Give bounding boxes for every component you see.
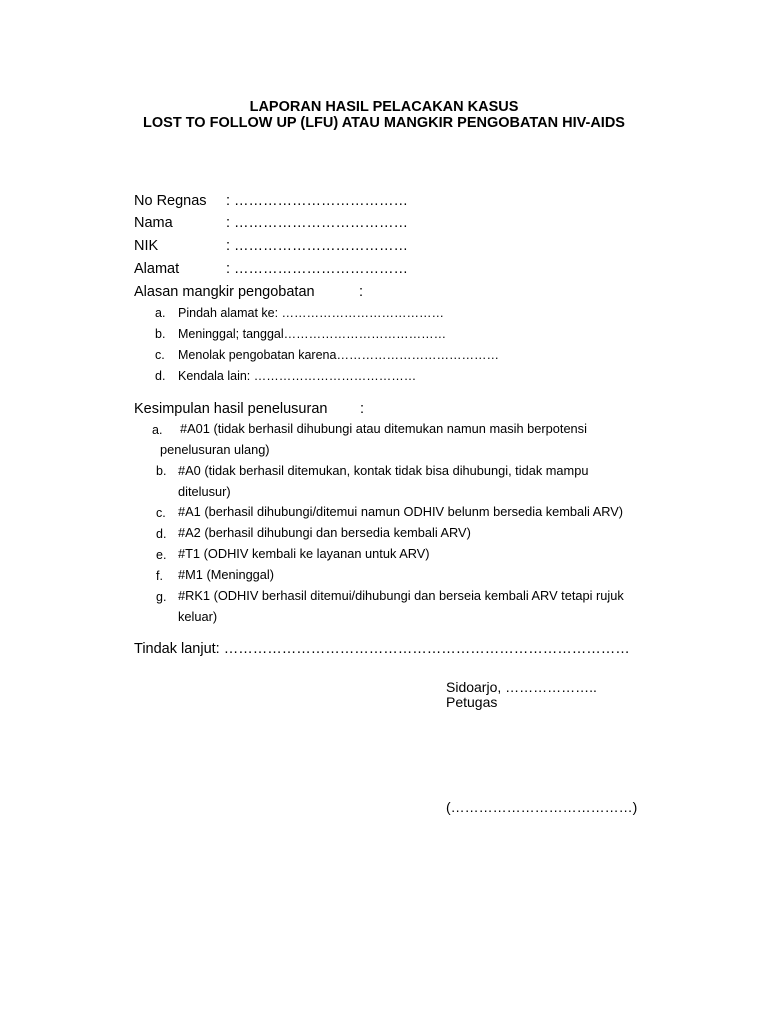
conclusion-colon: : — [360, 401, 365, 417]
conclusion-item-c-line1: #A1 (berhasil dihubungi/ditemui namun ODHIV belunm bersedia kembali ARV) — [178, 504, 624, 519]
reason-item-c-text: Menolak pengobatan karena………………………………… — [178, 348, 499, 362]
list-marker: b. — [155, 327, 166, 341]
reason-item-d-text: Kendala lain: ………………………………… — [178, 369, 417, 383]
field-label: Alamat — [134, 261, 180, 277]
conclusion-item-b-marker: b. — [156, 464, 167, 478]
conclusion-label: Kesimpulan hasil penelusuran — [134, 401, 328, 417]
conclusion-item-g-line1: #RK1 (ODHIV berhasil ditemui/dihubungi dan berseia kembali ARV tetapi rujuk — [178, 588, 624, 603]
field-label: Nama — [134, 215, 173, 231]
conclusion-item-d-marker: d. — [156, 527, 167, 541]
reason-item-d — [155, 368, 165, 384]
list-marker: d. — [155, 369, 166, 383]
conclusion-item-d-line1: #A2 (berhasil dihubungi dan bersedia kembali ARV) — [178, 525, 471, 540]
reason-item-c — [155, 347, 165, 363]
signature-name-line: (…………………………………) — [446, 799, 638, 815]
conclusion-item-a-line1: #A01 (tidak berhasil dihubungi atau ditemukan namun masih berpotensi — [180, 421, 587, 436]
conclusion-item-b-line2: ditelusur) — [178, 484, 231, 499]
conclusion-item-a-line2: penelusuran ulang) — [160, 442, 270, 457]
reason-colon: : — [359, 284, 364, 300]
follow-up-line: Tindak lanjut: ………………………………………………………………………… — [134, 641, 630, 657]
field-label: No Regnas — [134, 193, 207, 209]
reason-item-a — [155, 305, 165, 321]
conclusion-item-g-marker: g. — [156, 590, 167, 604]
reason-item-b-text: Meninggal; tanggal………………………………… — [178, 327, 447, 341]
reason-item-b — [155, 326, 165, 342]
field-value: : ……………………………… — [226, 238, 409, 254]
conclusion-item-f-marker: f. — [156, 569, 163, 583]
title-line-2: LOST TO FOLLOW UP (LFU) ATAU MANGKIR PENGOBATAN HIV-AIDS — [143, 115, 625, 131]
conclusion-item-e-line1: #T1 (ODHIV kembali ke layanan untuk ARV) — [178, 546, 430, 561]
signature-place-date: Sidoarjo, ……………….. — [446, 679, 597, 695]
title-line-1: LAPORAN HASIL PELACAKAN KASUS — [249, 99, 519, 115]
list-marker: c. — [155, 348, 165, 362]
field-label: NIK — [134, 238, 159, 254]
list-marker: a. — [155, 306, 166, 320]
conclusion-item-e-marker: e. — [156, 548, 167, 562]
reason-label: Alasan mangkir pengobatan — [134, 284, 315, 300]
conclusion-item-g-line2: keluar) — [178, 609, 218, 624]
signature-role: Petugas — [446, 694, 498, 710]
conclusion-item-f-line1: #M1 (Meninggal) — [178, 567, 275, 582]
conclusion-item-c-marker: c. — [156, 506, 166, 520]
conclusion-item-a-marker: a. — [152, 423, 163, 437]
conclusion-item-b-line1: #A0 (tidak berhasil ditemukan, kontak tidak bisa dihubungi, tidak mampu — [178, 463, 589, 478]
field-value: : ……………………………… — [226, 261, 409, 277]
field-value: : ……………………………… — [226, 193, 409, 209]
reason-item-a-text: Pindah alamat ke: ………………………………… — [178, 306, 445, 320]
field-value: : ……………………………… — [226, 215, 409, 231]
